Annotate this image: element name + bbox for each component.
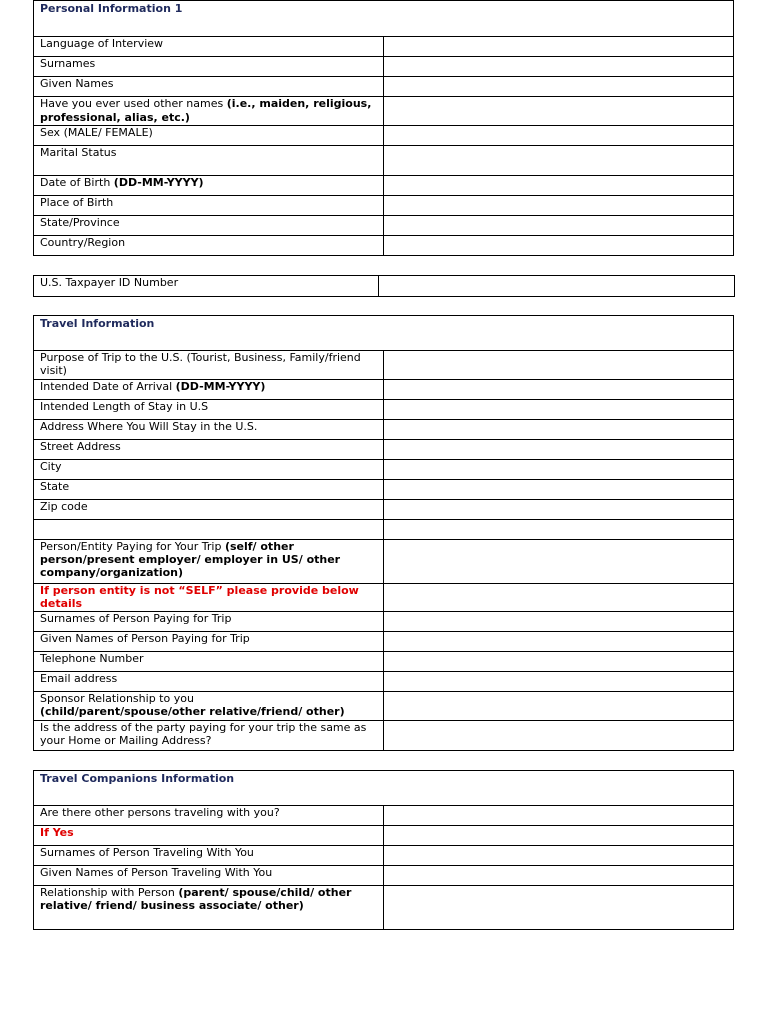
field-taxpayer-id[interactable]: [379, 276, 735, 297]
field-other-names[interactable]: [384, 97, 734, 126]
travel-information-table: [33, 315, 734, 751]
field-state-province[interactable]: [384, 216, 734, 236]
label-marital-status: Marital Status: [34, 146, 384, 176]
label-other-names: [34, 97, 384, 126]
label-arrival-format: (DD-MM-YYYY): [175, 380, 266, 393]
field-companion-surnames[interactable]: [384, 846, 734, 866]
field-other-persons[interactable]: [384, 806, 734, 826]
label-blank: [34, 520, 384, 540]
field-purpose[interactable]: [384, 351, 734, 380]
label-companion-relationship-text: Relationship with Person: [40, 886, 179, 899]
label-sex: Sex (MALE/ FEMALE): [34, 126, 384, 146]
label-other-names-hint: (i.e., maiden, religious, professional, alias, etc.): [40, 97, 372, 124]
label-companion-given-names: Given Names of Person Traveling With You: [34, 866, 384, 886]
label-date-of-birth: [34, 176, 384, 196]
label-companion-relationship: [34, 886, 384, 930]
section-title-personal: Personal Information 1: [34, 1, 734, 37]
field-surnames[interactable]: [384, 57, 734, 77]
label-payer-surnames: Surnames of Person Paying for Trip: [34, 612, 384, 632]
label-surnames: Surnames: [34, 57, 384, 77]
field-length-of-stay[interactable]: [384, 400, 734, 420]
label-taxpayer-id: U.S. Taxpayer ID Number: [34, 276, 379, 297]
label-zip-code: Zip code: [34, 500, 384, 520]
label-city: City: [34, 460, 384, 480]
label-payer: [34, 540, 384, 584]
field-marital-status[interactable]: [384, 146, 734, 176]
label-telephone: Telephone Number: [34, 652, 384, 672]
label-payer-address-same: Is the address of the party paying for your trip the same as your Home or Mailing Address?: [34, 721, 384, 751]
label-given-names: Given Names: [34, 77, 384, 97]
field-telephone[interactable]: [384, 652, 734, 672]
field-payer-surnames[interactable]: [384, 612, 734, 632]
field-payer-address-same[interactable]: [384, 721, 734, 751]
label-place-of-birth: Place of Birth: [34, 196, 384, 216]
personal-information-table: [33, 0, 734, 256]
field-city[interactable]: [384, 460, 734, 480]
travel-companions-table: [33, 770, 734, 930]
label-dob-text: Date of Birth: [40, 176, 114, 189]
label-payer-given-names: Given Names of Person Paying for Trip: [34, 632, 384, 652]
label-payer-text: Person/Entity Paying for Your Trip: [40, 540, 225, 553]
label-country-region: Country/Region: [34, 236, 384, 256]
label-companion-surnames: Surnames of Person Traveling With You: [34, 846, 384, 866]
label-companion-relationship-options: (parent/ spouse/child/ other relative/ friend/ business associate/ other): [40, 886, 352, 912]
label-length-of-stay: Intended Length of Stay in U.S: [34, 400, 384, 420]
field-us-address[interactable]: [384, 420, 734, 440]
field-given-names[interactable]: [384, 77, 734, 97]
field-email[interactable]: [384, 672, 734, 692]
label-email: Email address: [34, 672, 384, 692]
field-payer[interactable]: [384, 540, 734, 584]
section-title-companions: Travel Companions Information: [34, 771, 734, 806]
label-us-address: Address Where You Will Stay in the U.S.: [34, 420, 384, 440]
field-language[interactable]: [384, 37, 734, 57]
section-title-travel: Travel Information: [34, 316, 734, 351]
label-street-address: Street Address: [34, 440, 384, 460]
field-arrival-date[interactable]: [384, 380, 734, 400]
field-payer-not-self-note[interactable]: [384, 584, 734, 612]
label-other-persons: Are there other persons traveling with you?: [34, 806, 384, 826]
label-payer-options: (self/ other person/present employer/ employer in US/ other company/organization): [40, 540, 341, 579]
field-date-of-birth[interactable]: [384, 176, 734, 196]
label-arrival-text: Intended Date of Arrival: [40, 380, 176, 393]
field-street-address[interactable]: [384, 440, 734, 460]
field-zip-code[interactable]: [384, 500, 734, 520]
field-payer-given-names[interactable]: [384, 632, 734, 652]
label-sponsor-text: Sponsor Relationship to you: [40, 692, 194, 705]
field-companion-relationship[interactable]: [384, 886, 734, 930]
label-other-names-text: Have you ever used other names: [40, 97, 227, 110]
label-language: Language of Interview: [34, 37, 384, 57]
field-state[interactable]: [384, 480, 734, 500]
taxpayer-table: [33, 275, 735, 297]
label-state: State: [34, 480, 384, 500]
label-payer-not-self-note: If person entity is not “SELF” please provide below details: [34, 584, 384, 612]
label-purpose: Purpose of Trip to the U.S. (Tourist, Business, Family/friend visit): [34, 351, 384, 380]
label-sponsor-options: (child/parent/spouse/other relative/friend/ other): [40, 705, 345, 718]
field-sponsor-relationship[interactable]: [384, 692, 734, 721]
field-blank[interactable]: [384, 520, 734, 540]
field-if-yes[interactable]: [384, 826, 734, 846]
label-arrival-date: [34, 380, 384, 400]
label-dob-format: (DD-MM-YYYY): [113, 176, 204, 189]
field-companion-given-names[interactable]: [384, 866, 734, 886]
label-if-yes: If Yes: [34, 826, 384, 846]
label-state-province: State/Province: [34, 216, 384, 236]
field-sex[interactable]: [384, 126, 734, 146]
field-country-region[interactable]: [384, 236, 734, 256]
label-sponsor-relationship: [34, 692, 384, 721]
field-place-of-birth[interactable]: [384, 196, 734, 216]
